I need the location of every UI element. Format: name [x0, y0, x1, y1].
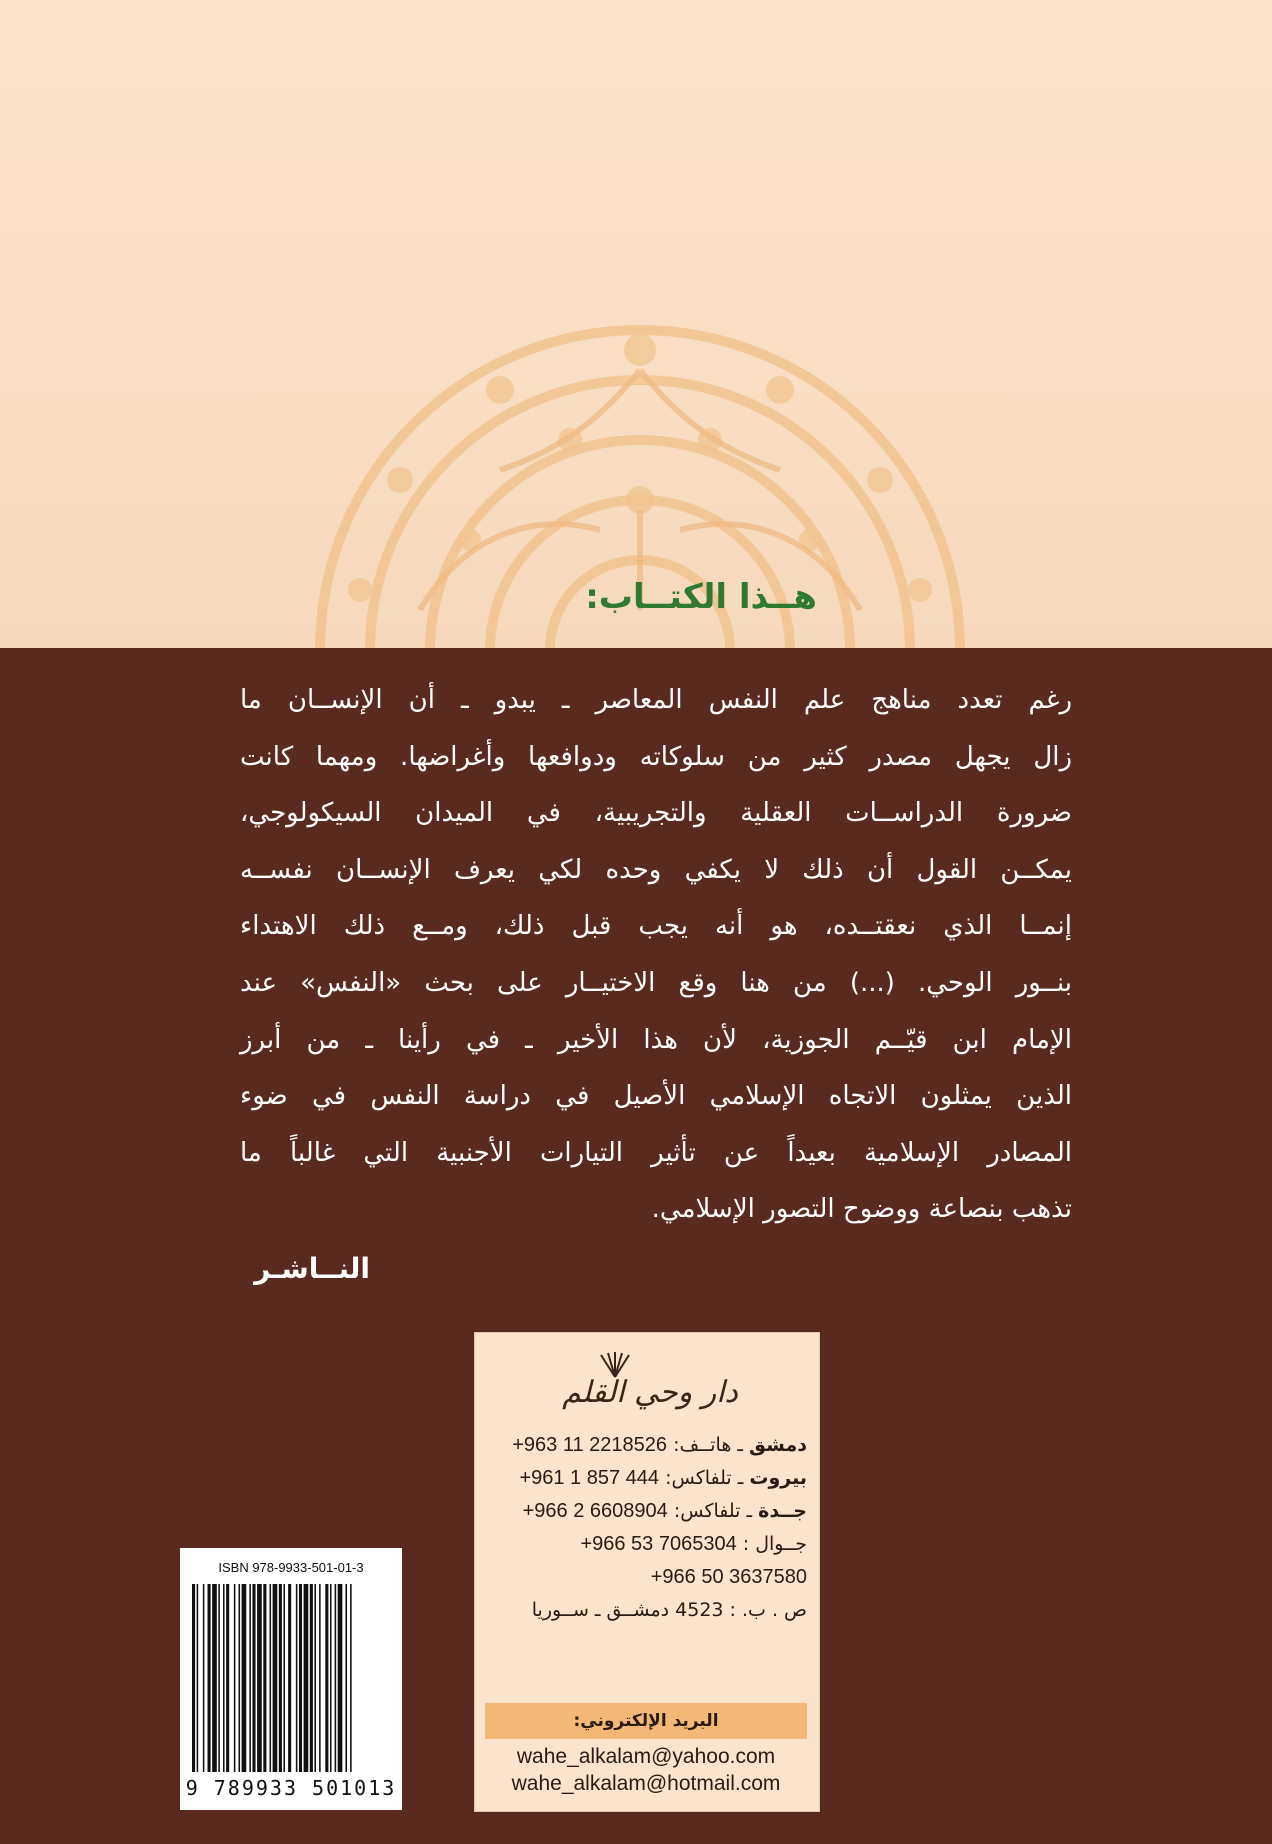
blurb-line: الإمام ابن قيّــم الجوزية، لأن هذا الأخير ـ في رأينا ـ من أبرز: [240, 1024, 1072, 1055]
contact-line-jeddah: [487, 1495, 807, 1528]
barcode-label: [180, 1548, 402, 1810]
blurb-line: الذين يمثلون الاتجاه الإسلامي الأصيل في دراسة النفس في ضوء: [240, 1081, 1072, 1112]
blurb-line: يمكــن القول أن ذلك لا يكفي وحده لكي يعرف الإنســان نفســه: [240, 854, 1072, 885]
barcode-icon: [192, 1584, 390, 1772]
contact-line-pobox: [487, 1594, 807, 1627]
contact-city: جــدة: [758, 1500, 807, 1522]
contact-line-mobile: [487, 1528, 807, 1561]
contact-number: +966 50 3637580: [650, 1566, 807, 1588]
barcode-digits: 9 789933 501013: [185, 1776, 397, 1800]
contact-lines: [487, 1429, 807, 1627]
publisher-logo: [535, 1351, 765, 1417]
contact-city: دمشق: [749, 1434, 807, 1456]
contact-label: ـ هاتــف:: [667, 1434, 750, 1456]
contact-line-damascus: [487, 1429, 807, 1462]
top-cream-panel: [0, 0, 1272, 648]
email-address[interactable]: wahe_alkalam@hotmail.com: [511, 1772, 781, 1795]
blurb-line: تذهب بنصاعة ووضوح التصور الإسلامي.: [651, 1194, 1072, 1225]
blurb-line: بنــور الوحي. (...) من هنا وقع الاختيــار على بحث «النفس» عند: [240, 967, 1072, 998]
contact-city: بيروت: [749, 1467, 807, 1489]
blurb-line: زال يجهل مصدر كثير من سلوكاته ودوافعها وأغراضها. ومهما كانت: [240, 741, 1072, 772]
section-heading: هــذا الكتــاب:: [585, 577, 817, 617]
contact-line-beirut: [487, 1462, 807, 1495]
blurb-line: رغم تعدد مناهج علم النفس المعاصر ـ يبدو ـ أن الإنســان ما: [240, 685, 1072, 715]
email-list: [485, 1743, 807, 1797]
contact-number: +966 53 7065304: [580, 1533, 737, 1555]
email-address[interactable]: wahe_alkalam@yahoo.com: [516, 1745, 776, 1768]
contact-label: ص . ب. : 4523 دمشــق ـ ســوريا: [531, 1599, 807, 1621]
email-label: البريد الإلكتروني:: [485, 1703, 807, 1739]
blurb-line: المصادر الإسلامية بعيداً عن تأثير التيارات الأجنبية التي غالباً ما: [240, 1137, 1072, 1168]
publisher-logo-text: دار وحي القلم: [562, 1375, 738, 1410]
blurb-line: ضرورة الدراســات العقلية والتجريبية، في الميدان السيكولوجي،: [240, 798, 1072, 829]
publisher-info-box: [474, 1332, 820, 1812]
contact-line-mobile-2: [487, 1561, 807, 1594]
contact-label: ـ تلفاكس:: [659, 1467, 750, 1489]
contact-number: +961 1 857 444: [519, 1467, 660, 1489]
contact-label: جــوال :: [736, 1533, 807, 1555]
publisher-signature: النــاشـر: [254, 1252, 370, 1285]
blurb-line: إنمــا الذي نعقتــده، هو أنه يجب قبل ذلك، ومــع ذلك الاهتداء: [240, 911, 1072, 942]
isbn-text: ISBN 978-9933-501-01-3: [218, 1560, 364, 1575]
contact-label: ـ تلفاكس:: [667, 1500, 759, 1522]
contact-number: +963 11 2218526: [512, 1434, 668, 1456]
contact-number: +966 2 6608904: [522, 1500, 668, 1522]
book-blurb: [240, 672, 1072, 1238]
